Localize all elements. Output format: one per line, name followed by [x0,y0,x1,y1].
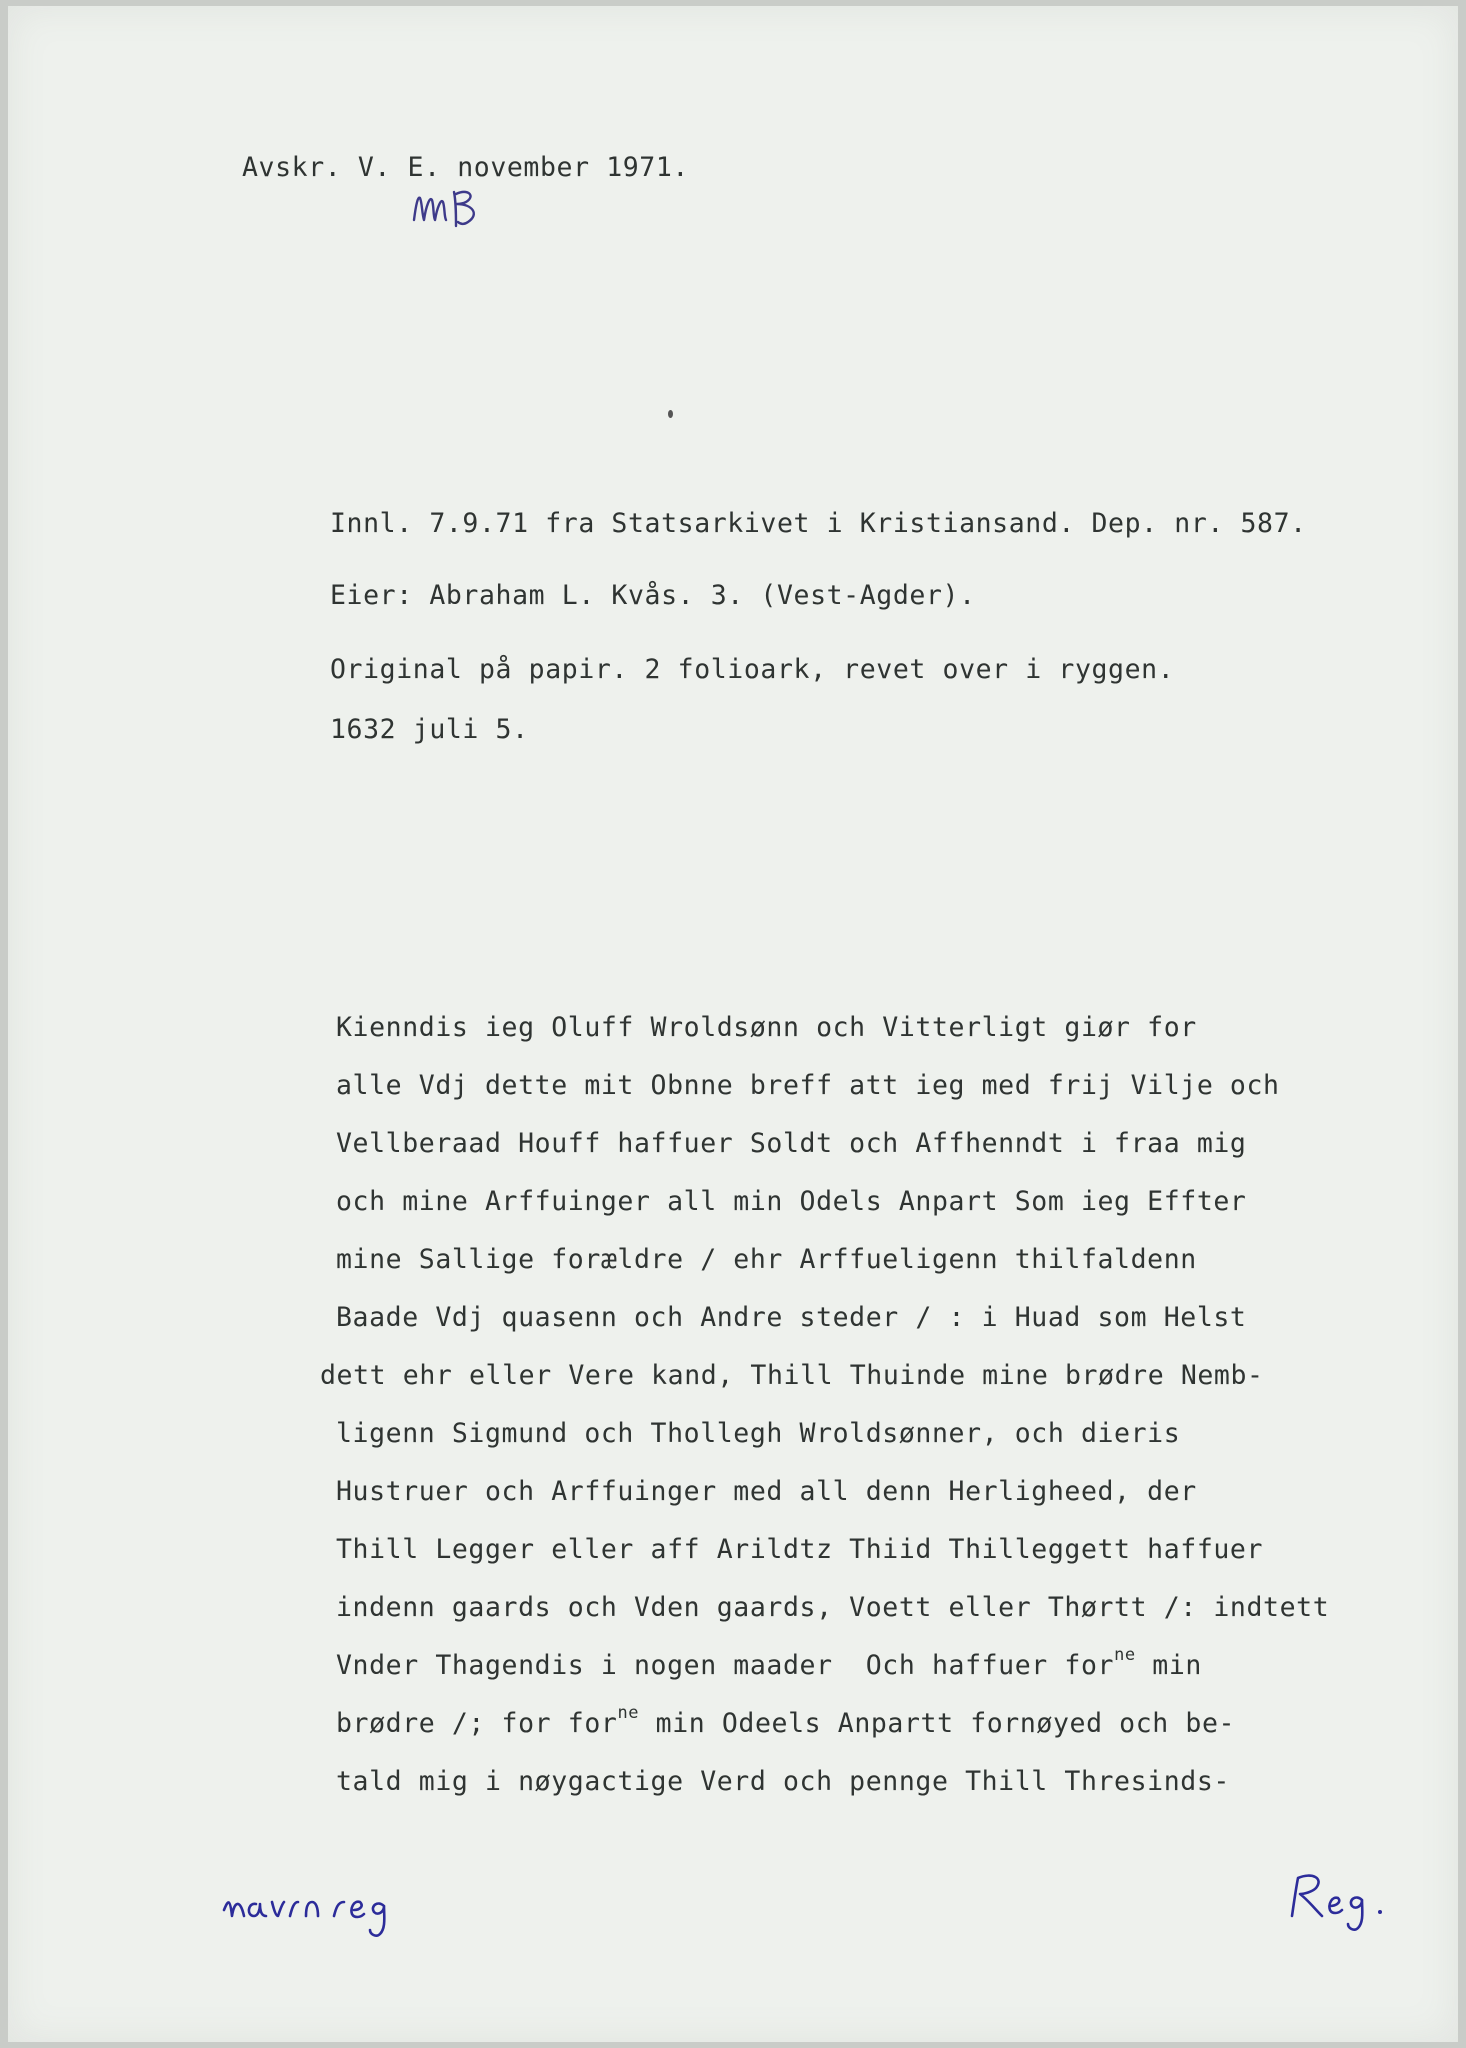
body-line: och mine Arffuinger all min Odels Anpart Som ieg Effter [336,1186,1247,1217]
body-line: dett ehr eller Vere kand, Thill Thuinde mine brødre Nemb- [320,1360,1264,1391]
body-line: indenn gaards och Vden gaards, Voett eller Thørtt /: indtett [336,1592,1330,1623]
metadata-original: Original på papir. 2 folioark, revet over i ryggen. [330,654,1175,685]
body-line: Thill Legger eller aff Arildtz Thiid Thilleggett haffuer [336,1534,1264,1565]
svg-text:MB [410,184,420,188]
body-line-text: min Odeels Anpartt fornøyed och be- [639,1708,1236,1739]
body-line-text: brødre /; for for [336,1708,618,1739]
body-line: Baade Vdj quasenn och Andre steder / : i Huad som Helst [336,1302,1247,1333]
body-line [336,1703,1236,1739]
body-line: mine Sallige forældre / ehr Arffueligenn thilfaldenn [336,1244,1197,1275]
ink-speck [668,410,673,418]
handwritten-initials-mb [410,184,500,230]
metadata-received: Innl. 7.9.71 fra Statsarkivet i Kristiansand. Dep. nr. 587. [330,508,1307,539]
metadata-date: 1632 juli 5. [330,714,529,745]
body-line: Vellberaad Houff haffuer Soldt och Affhenndt i fraa mig [336,1128,1247,1159]
footer-left-text [8,6,9,7]
body-line: Kienndis ieg Oluff Wroldsønn och Vitterligt giør for [336,1012,1197,1043]
superscript-ne: ne [1114,1645,1136,1665]
metadata-owner: Eier: Abraham L. Kvås. 3. (Vest-Agder). [330,580,976,611]
document-page [8,6,1458,2042]
body-line: alle Vdj dette mit Obnne breff att ieg med frij Vilje och [336,1070,1280,1101]
transcription-note: Avskr. V. E. november 1971. [242,152,689,183]
handwritten-note-navn-reg [218,1876,458,1946]
body-line-text: Vnder Thagendis i nogen maader Och haffuer for [336,1650,1115,1681]
body-line: tald mig i nøygactige Verd och pennge Thill Thresinds- [336,1766,1230,1797]
body-line-text: min [1135,1650,1202,1681]
superscript-ne: ne [617,1703,640,1723]
body-line: Hustruer och Arffuinger med all denn Herligheed, der [336,1476,1197,1507]
body-line: ligenn Sigmund och Thollegh Wroldsønner, och dieris [336,1418,1181,1449]
body-line [336,1645,1202,1681]
handwritten-note-reg [1284,1866,1394,1936]
